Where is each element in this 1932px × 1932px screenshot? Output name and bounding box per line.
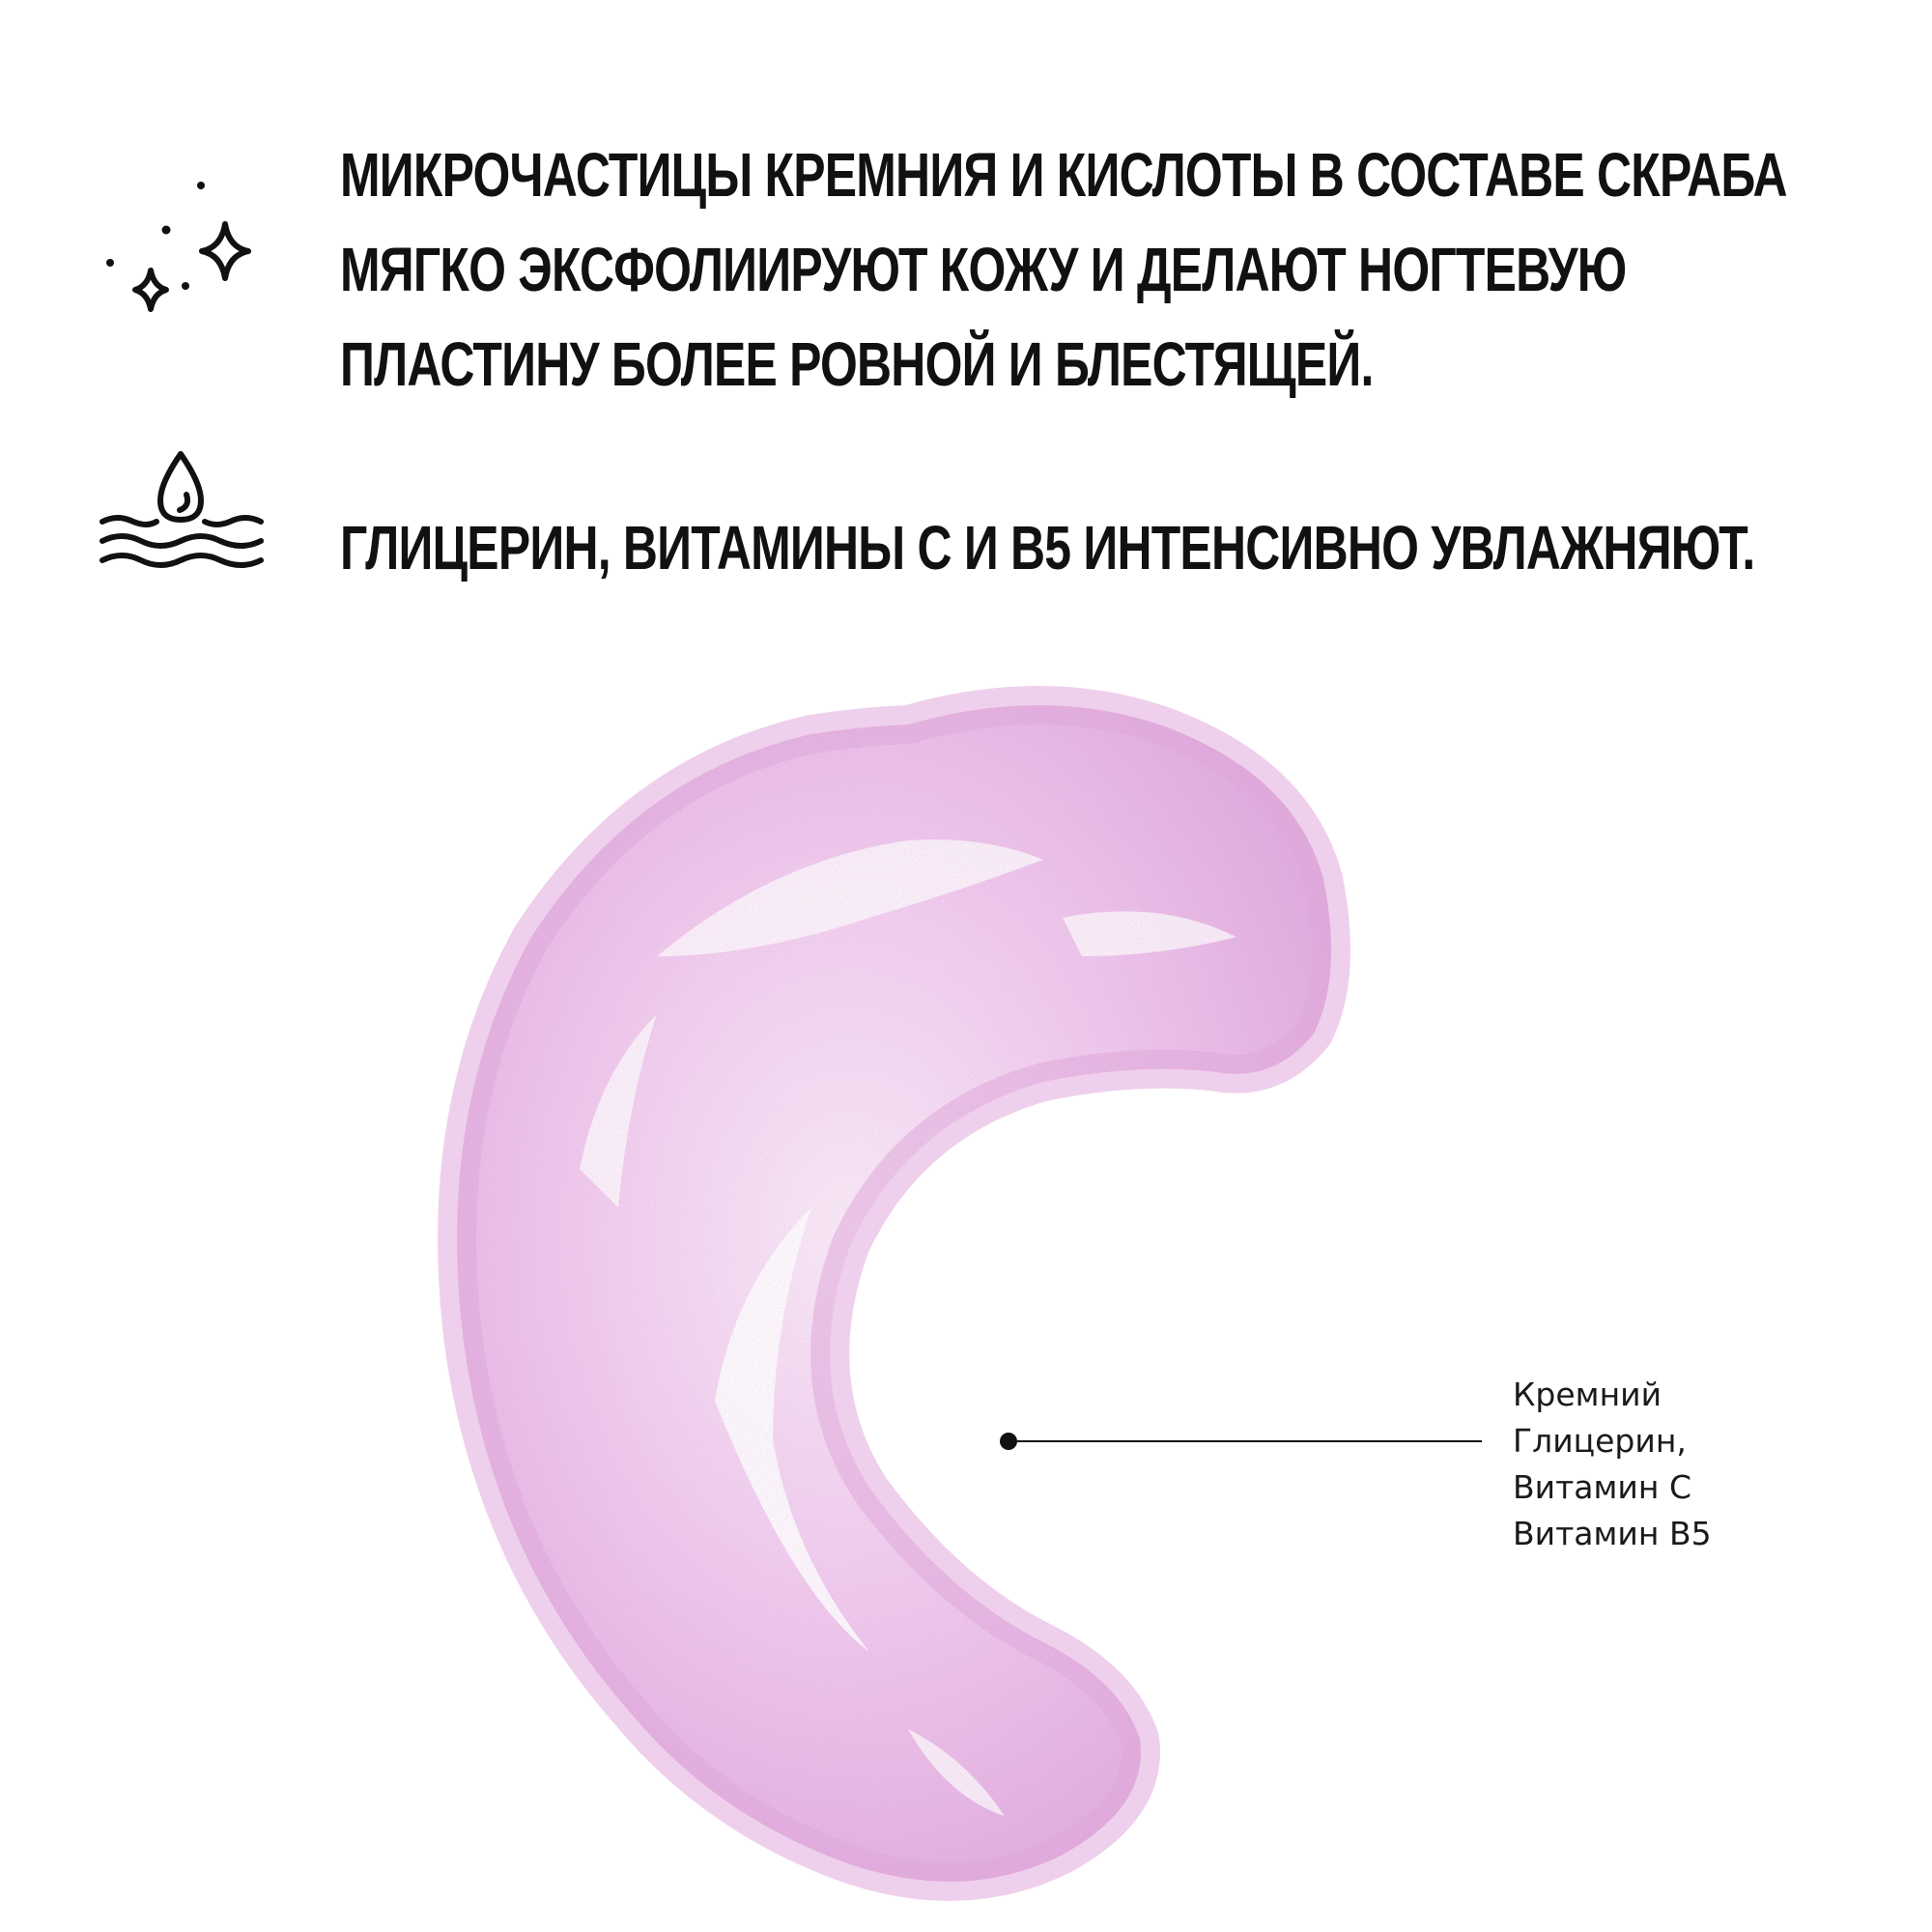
water-drop-waves-icon (97, 450, 266, 576)
text-line: МЯГКО ЭКСФОЛИИРУЮТ КОЖУ И ДЕЛАЮТ НОГТЕВУЮ (340, 235, 1627, 304)
ingredient-item: Кремний (1513, 1376, 1662, 1413)
scrub-texture-swatch (367, 667, 1372, 1922)
ingredient-item: Витамин В5 (1513, 1515, 1712, 1552)
ingredient-item: Глицерин, (1513, 1422, 1687, 1460)
text-line: ГЛИЦЕРИН, ВИТАМИНЫ С И В5 ИНТЕНСИВНО УВЛАЖНЯЮТ. (340, 513, 1755, 582)
text-line: ПЛАСТИНУ БОЛЕЕ РОВНОЙ И БЛЕСТЯЩЕЙ. (340, 329, 1374, 399)
sparkles-icon (97, 164, 261, 328)
feature-hydration-text (340, 500, 1754, 595)
feature-exfoliation-text (340, 128, 1787, 412)
text-line: МИКРОЧАСТИЦЫ КРЕМНИЯ И КИСЛОТЫ В СОСТАВЕ СКРАБА (340, 140, 1787, 210)
ingredient-item: Витамин С (1513, 1468, 1691, 1506)
ingredients-list (1513, 1372, 1712, 1557)
callout-line (1009, 1440, 1482, 1442)
